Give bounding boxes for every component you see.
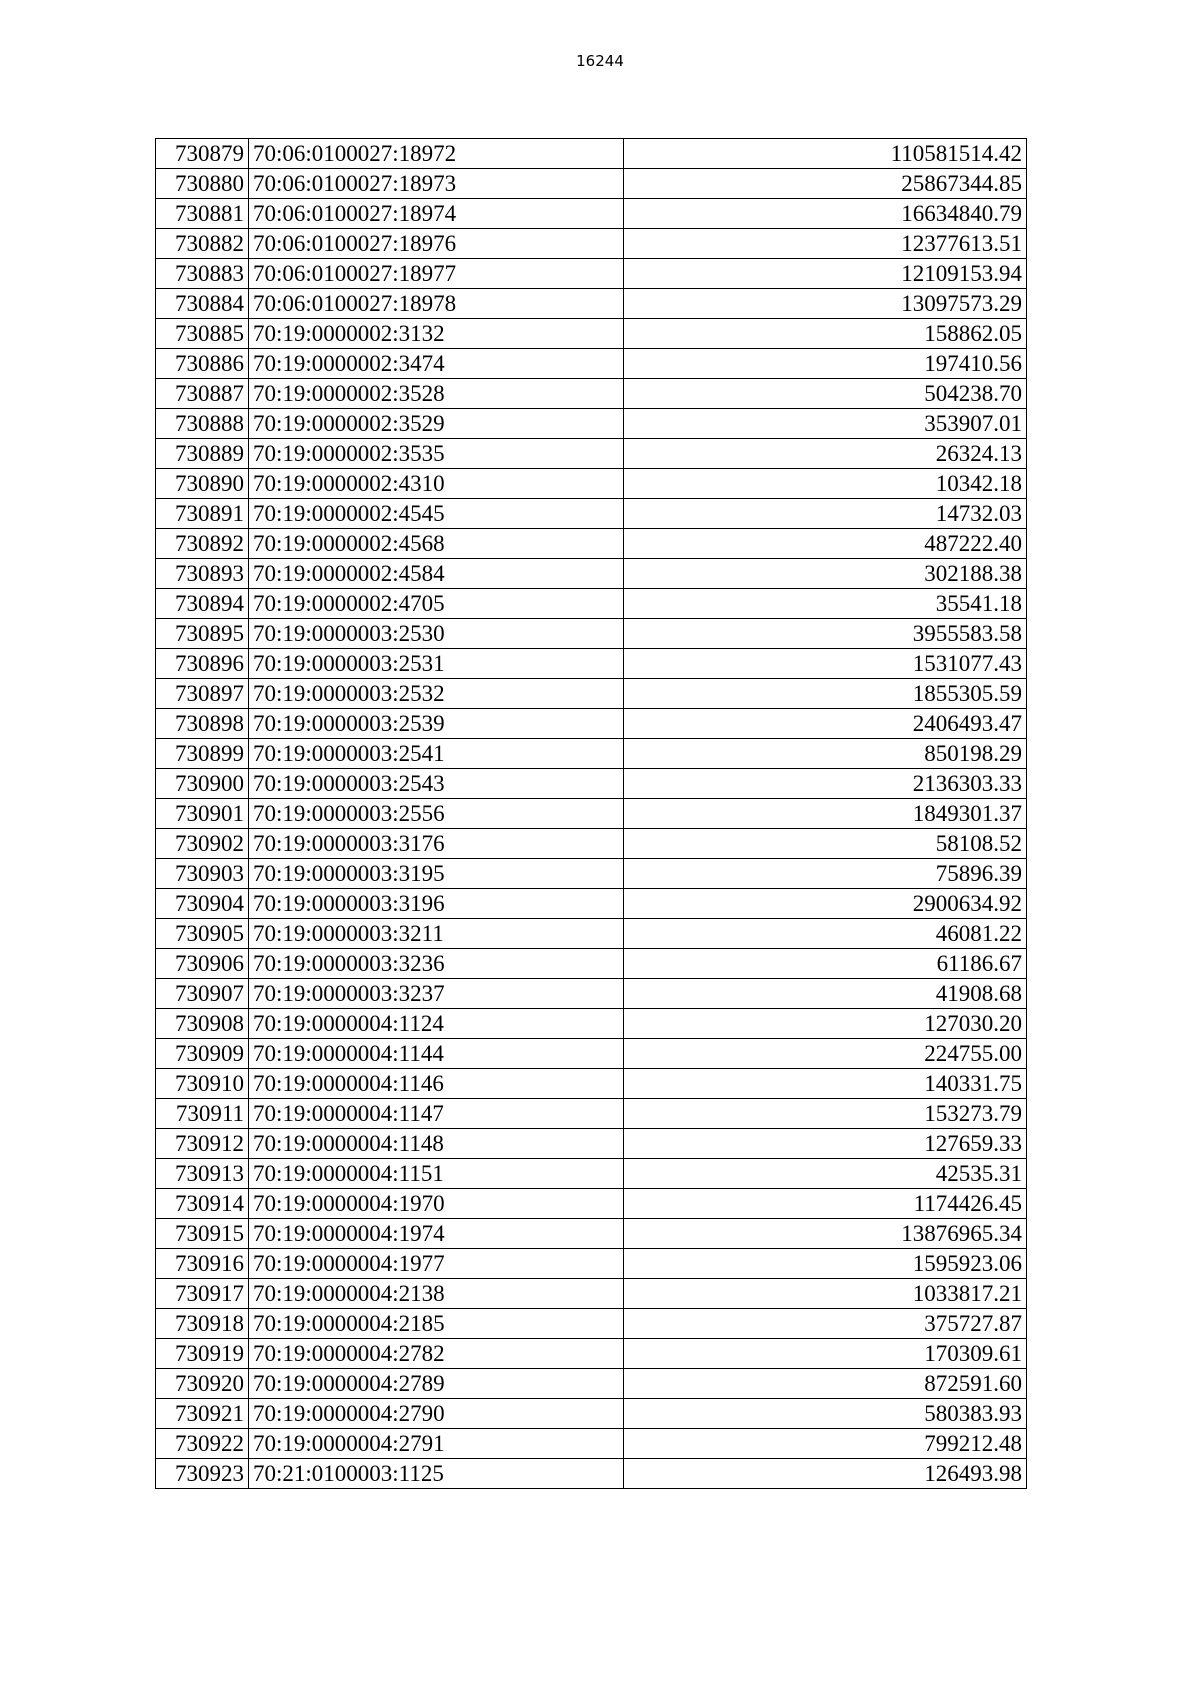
cadastral-value-cell: 42535.31 xyxy=(624,1159,1027,1189)
cadastral-value-cell: 140331.75 xyxy=(624,1069,1027,1099)
cadastral-number-cell: 70:19:0000002:4545 xyxy=(249,499,624,529)
cadastral-value-table xyxy=(155,138,1027,1489)
cadastral-value-cell: 75896.39 xyxy=(624,859,1027,889)
table-row xyxy=(156,739,1027,769)
cadastral-number-cell: 70:19:0000002:3535 xyxy=(249,439,624,469)
row-number-cell: 730896 xyxy=(156,649,249,679)
cadastral-number-cell: 70:19:0000004:2789 xyxy=(249,1369,624,1399)
cadastral-number-cell: 70:19:0000004:2791 xyxy=(249,1429,624,1459)
row-number-cell: 730893 xyxy=(156,559,249,589)
table-row xyxy=(156,559,1027,589)
table-row xyxy=(156,259,1027,289)
row-number-cell: 730918 xyxy=(156,1309,249,1339)
row-number-cell: 730908 xyxy=(156,1009,249,1039)
cadastral-number-cell: 70:06:0100027:18973 xyxy=(249,169,624,199)
table-row xyxy=(156,1189,1027,1219)
cadastral-value-cell: 1849301.37 xyxy=(624,799,1027,829)
table-row xyxy=(156,529,1027,559)
cadastral-value-cell: 16634840.79 xyxy=(624,199,1027,229)
table-row xyxy=(156,679,1027,709)
row-number-cell: 730907 xyxy=(156,979,249,1009)
cadastral-number-cell: 70:19:0000002:3132 xyxy=(249,319,624,349)
page-number: 16244 xyxy=(576,52,624,70)
table-row xyxy=(156,1129,1027,1159)
cadastral-value-cell: 799212.48 xyxy=(624,1429,1027,1459)
cadastral-number-cell: 70:19:0000003:3176 xyxy=(249,829,624,859)
row-number-cell: 730898 xyxy=(156,709,249,739)
cadastral-value-cell: 153273.79 xyxy=(624,1099,1027,1129)
row-number-cell: 730892 xyxy=(156,529,249,559)
row-number-cell: 730915 xyxy=(156,1219,249,1249)
row-number-cell: 730883 xyxy=(156,259,249,289)
cadastral-number-cell: 70:19:0000003:3236 xyxy=(249,949,624,979)
table-row xyxy=(156,649,1027,679)
table-row xyxy=(156,499,1027,529)
cadastral-number-cell: 70:19:0000003:2530 xyxy=(249,619,624,649)
table-row xyxy=(156,919,1027,949)
row-number-cell: 730886 xyxy=(156,349,249,379)
cadastral-number-cell: 70:19:0000002:3529 xyxy=(249,409,624,439)
cadastral-number-cell: 70:19:0000003:2543 xyxy=(249,769,624,799)
cadastral-number-cell: 70:19:0000004:1124 xyxy=(249,1009,624,1039)
cadastral-number-cell: 70:19:0000004:1147 xyxy=(249,1099,624,1129)
table-row xyxy=(156,409,1027,439)
table-row xyxy=(156,709,1027,739)
cadastral-value-cell: 504238.70 xyxy=(624,379,1027,409)
cadastral-number-cell: 70:19:0000003:3237 xyxy=(249,979,624,1009)
cadastral-number-cell: 70:19:0000003:2556 xyxy=(249,799,624,829)
cadastral-value-cell: 13097573.29 xyxy=(624,289,1027,319)
cadastral-number-cell: 70:06:0100027:18978 xyxy=(249,289,624,319)
row-number-cell: 730909 xyxy=(156,1039,249,1069)
cadastral-value-cell: 35541.18 xyxy=(624,589,1027,619)
cadastral-number-cell: 70:19:0000003:3196 xyxy=(249,889,624,919)
cadastral-number-cell: 70:19:0000003:3211 xyxy=(249,919,624,949)
table-row xyxy=(156,379,1027,409)
cadastral-number-cell: 70:19:0000002:4584 xyxy=(249,559,624,589)
cadastral-value-cell: 41908.68 xyxy=(624,979,1027,1009)
table-row xyxy=(156,319,1027,349)
table-row xyxy=(156,1459,1027,1489)
cadastral-value-cell: 2900634.92 xyxy=(624,889,1027,919)
cadastral-number-cell: 70:21:0100003:1125 xyxy=(249,1459,624,1489)
row-number-cell: 730901 xyxy=(156,799,249,829)
table-body xyxy=(156,139,1027,1489)
row-number-cell: 730887 xyxy=(156,379,249,409)
cadastral-number-cell: 70:19:0000004:2782 xyxy=(249,1339,624,1369)
cadastral-value-cell: 487222.40 xyxy=(624,529,1027,559)
cadastral-value-cell: 110581514.42 xyxy=(624,139,1027,169)
cadastral-value-cell: 850198.29 xyxy=(624,739,1027,769)
row-number-cell: 730910 xyxy=(156,1069,249,1099)
cadastral-number-cell: 70:19:0000003:2539 xyxy=(249,709,624,739)
row-number-cell: 730897 xyxy=(156,679,249,709)
table-row xyxy=(156,1159,1027,1189)
row-number-cell: 730880 xyxy=(156,169,249,199)
table-row xyxy=(156,799,1027,829)
table-row xyxy=(156,769,1027,799)
table-row xyxy=(156,859,1027,889)
cadastral-number-cell: 70:19:0000002:4310 xyxy=(249,469,624,499)
row-number-cell: 730906 xyxy=(156,949,249,979)
cadastral-value-cell: 1174426.45 xyxy=(624,1189,1027,1219)
table-row xyxy=(156,1279,1027,1309)
row-number-cell: 730914 xyxy=(156,1189,249,1219)
row-number-cell: 730916 xyxy=(156,1249,249,1279)
table-row xyxy=(156,1099,1027,1129)
row-number-cell: 730895 xyxy=(156,619,249,649)
cadastral-value-cell: 1033817.21 xyxy=(624,1279,1027,1309)
table-row xyxy=(156,229,1027,259)
cadastral-value-cell: 224755.00 xyxy=(624,1039,1027,1069)
table-row xyxy=(156,1309,1027,1339)
table-row xyxy=(156,1219,1027,1249)
cadastral-value-cell: 13876965.34 xyxy=(624,1219,1027,1249)
row-number-cell: 730903 xyxy=(156,859,249,889)
row-number-cell: 730882 xyxy=(156,229,249,259)
table-row xyxy=(156,349,1027,379)
cadastral-number-cell: 70:19:0000002:4568 xyxy=(249,529,624,559)
cadastral-number-cell: 70:19:0000004:1974 xyxy=(249,1219,624,1249)
row-number-cell: 730891 xyxy=(156,499,249,529)
cadastral-number-cell: 70:19:0000004:1148 xyxy=(249,1129,624,1159)
cadastral-number-cell: 70:19:0000002:3474 xyxy=(249,349,624,379)
row-number-cell: 730894 xyxy=(156,589,249,619)
cadastral-number-cell: 70:19:0000003:2532 xyxy=(249,679,624,709)
row-number-cell: 730920 xyxy=(156,1369,249,1399)
cadastral-value-cell: 14732.03 xyxy=(624,499,1027,529)
cadastral-number-cell: 70:19:0000004:1151 xyxy=(249,1159,624,1189)
cadastral-number-cell: 70:19:0000002:3528 xyxy=(249,379,624,409)
table-row xyxy=(156,1009,1027,1039)
cadastral-number-cell: 70:19:0000004:1977 xyxy=(249,1249,624,1279)
cadastral-number-cell: 70:06:0100027:18976 xyxy=(249,229,624,259)
cadastral-value-cell: 1855305.59 xyxy=(624,679,1027,709)
cadastral-value-cell: 46081.22 xyxy=(624,919,1027,949)
row-number-cell: 730921 xyxy=(156,1399,249,1429)
cadastral-value-cell: 2406493.47 xyxy=(624,709,1027,739)
cadastral-number-cell: 70:19:0000004:2138 xyxy=(249,1279,624,1309)
row-number-cell: 730919 xyxy=(156,1339,249,1369)
table-row xyxy=(156,469,1027,499)
row-number-cell: 730922 xyxy=(156,1429,249,1459)
table-row xyxy=(156,589,1027,619)
table-row xyxy=(156,1399,1027,1429)
cadastral-number-cell: 70:19:0000004:1970 xyxy=(249,1189,624,1219)
table-row xyxy=(156,619,1027,649)
cadastral-value-cell: 1595923.06 xyxy=(624,1249,1027,1279)
cadastral-value-cell: 61186.67 xyxy=(624,949,1027,979)
cadastral-value-cell: 10342.18 xyxy=(624,469,1027,499)
row-number-cell: 730902 xyxy=(156,829,249,859)
cadastral-value-cell: 580383.93 xyxy=(624,1399,1027,1429)
row-number-cell: 730889 xyxy=(156,439,249,469)
cadastral-number-cell: 70:19:0000004:1146 xyxy=(249,1069,624,1099)
table-row xyxy=(156,1429,1027,1459)
table-row xyxy=(156,1069,1027,1099)
table-row xyxy=(156,289,1027,319)
row-number-cell: 730890 xyxy=(156,469,249,499)
cadastral-value-cell: 26324.13 xyxy=(624,439,1027,469)
row-number-cell: 730905 xyxy=(156,919,249,949)
cadastral-value-cell: 872591.60 xyxy=(624,1369,1027,1399)
table-row xyxy=(156,169,1027,199)
row-number-cell: 730884 xyxy=(156,289,249,319)
row-number-cell: 730913 xyxy=(156,1159,249,1189)
cadastral-value-cell: 58108.52 xyxy=(624,829,1027,859)
cadastral-value-cell: 2136303.33 xyxy=(624,769,1027,799)
row-number-cell: 730885 xyxy=(156,319,249,349)
table-row xyxy=(156,889,1027,919)
cadastral-value-cell: 126493.98 xyxy=(624,1459,1027,1489)
table-row xyxy=(156,829,1027,859)
cadastral-value-cell: 375727.87 xyxy=(624,1309,1027,1339)
row-number-cell: 730911 xyxy=(156,1099,249,1129)
cadastral-value-cell: 3955583.58 xyxy=(624,619,1027,649)
cadastral-value-cell: 158862.05 xyxy=(624,319,1027,349)
cadastral-value-cell: 197410.56 xyxy=(624,349,1027,379)
row-number-cell: 730888 xyxy=(156,409,249,439)
row-number-cell: 730881 xyxy=(156,199,249,229)
table-row xyxy=(156,439,1027,469)
row-number-cell: 730917 xyxy=(156,1279,249,1309)
cadastral-value-cell: 127659.33 xyxy=(624,1129,1027,1159)
cadastral-number-cell: 70:19:0000003:3195 xyxy=(249,859,624,889)
row-number-cell: 730900 xyxy=(156,769,249,799)
cadastral-number-cell: 70:06:0100027:18974 xyxy=(249,199,624,229)
cadastral-value-cell: 170309.61 xyxy=(624,1339,1027,1369)
cadastral-number-cell: 70:19:0000004:2790 xyxy=(249,1399,624,1429)
cadastral-number-cell: 70:06:0100027:18972 xyxy=(249,139,624,169)
cadastral-value-cell: 25867344.85 xyxy=(624,169,1027,199)
table-row xyxy=(156,199,1027,229)
row-number-cell: 730904 xyxy=(156,889,249,919)
table-row xyxy=(156,949,1027,979)
cadastral-value-cell: 127030.20 xyxy=(624,1009,1027,1039)
table-row xyxy=(156,1369,1027,1399)
cadastral-number-cell: 70:19:0000004:1144 xyxy=(249,1039,624,1069)
cadastral-number-cell: 70:19:0000003:2531 xyxy=(249,649,624,679)
cadastral-number-cell: 70:19:0000004:2185 xyxy=(249,1309,624,1339)
cadastral-number-cell: 70:19:0000003:2541 xyxy=(249,739,624,769)
row-number-cell: 730879 xyxy=(156,139,249,169)
row-number-cell: 730923 xyxy=(156,1459,249,1489)
table-row xyxy=(156,1339,1027,1369)
table-row xyxy=(156,979,1027,1009)
table-row xyxy=(156,139,1027,169)
cadastral-number-cell: 70:06:0100027:18977 xyxy=(249,259,624,289)
row-number-cell: 730899 xyxy=(156,739,249,769)
cadastral-value-cell: 353907.01 xyxy=(624,409,1027,439)
cadastral-value-cell: 12109153.94 xyxy=(624,259,1027,289)
table-row xyxy=(156,1039,1027,1069)
cadastral-number-cell: 70:19:0000002:4705 xyxy=(249,589,624,619)
row-number-cell: 730912 xyxy=(156,1129,249,1159)
cadastral-value-cell: 12377613.51 xyxy=(624,229,1027,259)
cadastral-value-cell: 302188.38 xyxy=(624,559,1027,589)
cadastral-value-cell: 1531077.43 xyxy=(624,649,1027,679)
table-row xyxy=(156,1249,1027,1279)
